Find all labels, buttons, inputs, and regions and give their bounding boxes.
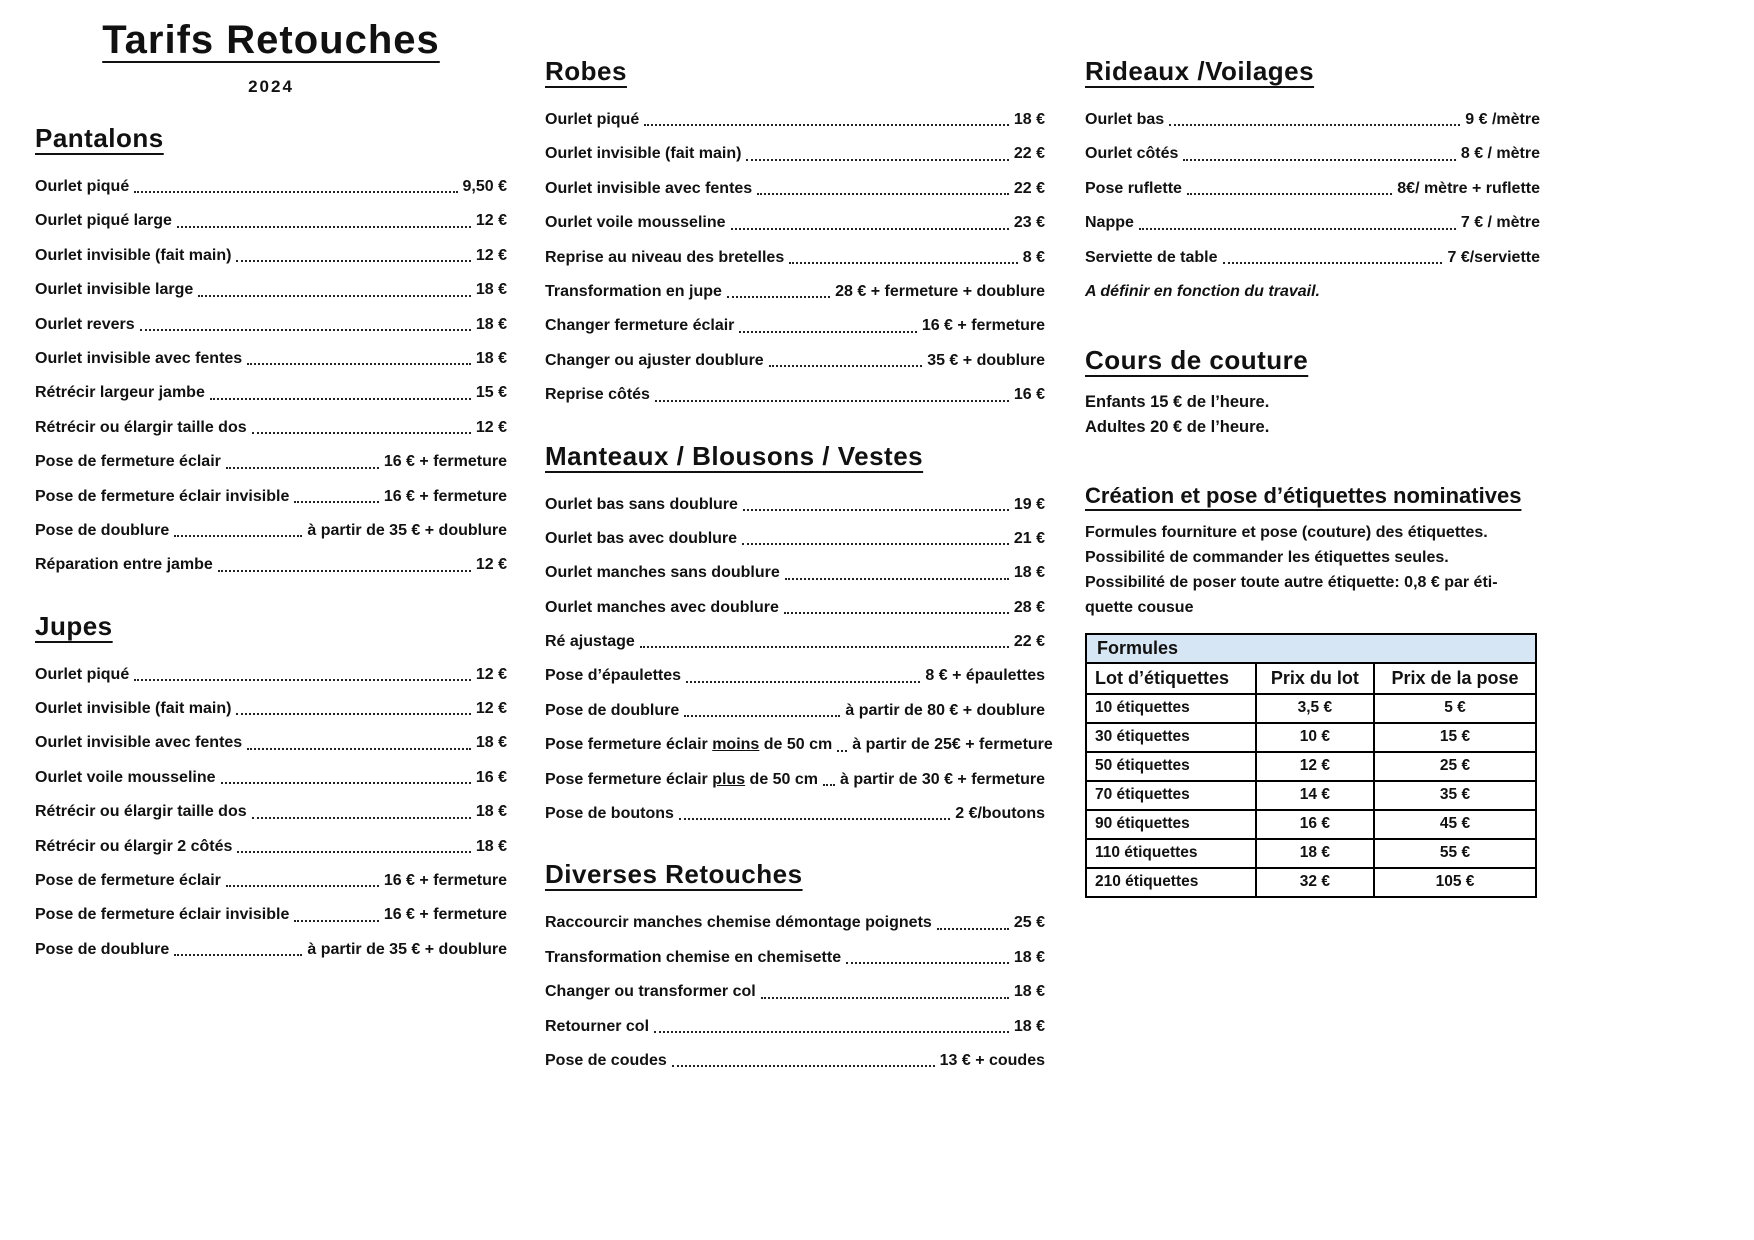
item-label: Pose ruflette — [1085, 179, 1182, 197]
table-cell: 35 € — [1374, 781, 1536, 810]
price-line — [35, 419, 507, 437]
table-row — [1086, 694, 1536, 723]
item-label: Ourlet invisible avec fentes — [35, 734, 243, 752]
dotted-leader — [247, 363, 471, 365]
item-price: 35 € + doublure — [927, 351, 1045, 369]
price-line — [35, 316, 507, 334]
item-label: Rétrécir ou élargir taille dos — [35, 803, 247, 821]
item-price: 22 € — [1013, 145, 1045, 163]
item-price: 18 € — [475, 315, 507, 333]
dotted-leader — [1223, 262, 1443, 264]
table-cell: 105 € — [1374, 868, 1536, 897]
item-label: Raccourcir manches chemise démontage poignets — [545, 914, 932, 932]
item-price: 12 € — [475, 246, 507, 264]
item-label: Ourlet manches sans doublure — [545, 564, 780, 582]
item-label: Pose de fermeture éclair invisible — [35, 487, 290, 505]
item-label: Transformation chemise en chemisette — [545, 948, 842, 966]
price-line — [545, 352, 1045, 370]
column-header: Lot d’étiquettes — [1086, 663, 1256, 694]
price-line — [545, 283, 1045, 301]
item-price: 8 € + épaulettes — [925, 667, 1045, 685]
rideaux-note: A définir en fonction du travail. — [1085, 282, 1320, 300]
dotted-leader — [743, 509, 1009, 511]
dotted-leader — [837, 750, 847, 752]
dotted-leader — [644, 124, 1009, 126]
jupes-price-list — [35, 666, 507, 960]
price-line — [35, 803, 507, 821]
dotted-leader — [739, 331, 916, 333]
item-price: 7 € / mètre — [1460, 214, 1540, 232]
item-label: Transformation en jupe — [545, 282, 722, 300]
item-label: Reprise au niveau des bretelles — [545, 248, 785, 266]
item-price: 18 € — [475, 734, 507, 752]
item-price: 15 € — [475, 384, 507, 402]
column-middle — [545, 56, 1053, 1086]
item-label: Pose fermeture éclair moins de 50 cm — [545, 736, 833, 754]
table-header-row — [1086, 663, 1536, 694]
dotted-leader — [247, 748, 471, 750]
item-label: Pose de doublure — [545, 701, 680, 719]
section-heading-diverses: Diverses Retouches — [545, 859, 803, 890]
table-cell: 10 étiquettes — [1086, 694, 1256, 723]
item-price: 22 € — [1013, 179, 1045, 197]
dotted-leader — [1187, 193, 1392, 195]
price-line — [545, 145, 1045, 163]
item-label: Ourlet côtés — [1085, 145, 1179, 163]
dotted-leader — [823, 784, 835, 786]
section-heading-jupes: Jupes — [35, 610, 113, 641]
item-price: à partir de 35 € + doublure — [307, 940, 507, 958]
item-label: Changer ou ajuster doublure — [545, 351, 764, 369]
price-line — [35, 906, 507, 924]
dotted-leader — [174, 535, 302, 537]
dotted-leader — [252, 432, 471, 434]
price-line — [545, 914, 1045, 932]
table-cell: 110 étiquettes — [1086, 839, 1256, 868]
item-price: 18 € — [1013, 948, 1045, 966]
price-line — [1085, 214, 1540, 232]
price-line — [545, 249, 1045, 267]
section-heading-pantalons: Pantalons — [35, 123, 164, 153]
price-line — [545, 530, 1045, 548]
item-label: Ourlet invisible avec fentes — [545, 179, 753, 197]
column-left — [35, 18, 507, 975]
table-cell: 50 étiquettes — [1086, 752, 1256, 781]
item-label: Pose de fermeture éclair — [35, 872, 221, 890]
text-line: quette cousue — [1085, 598, 1194, 616]
table-row — [1086, 752, 1536, 781]
price-line — [35, 734, 507, 752]
price-line — [545, 633, 1045, 651]
table-cell: 30 étiquettes — [1086, 723, 1256, 752]
item-price: 18 € — [475, 281, 507, 299]
text-line: Formules fourniture et pose (couture) des étiquettes. — [1085, 524, 1488, 542]
item-label: Ourlet revers — [35, 315, 135, 333]
section-heading-etiquettes: Création et pose d’étiquettes nominatives — [1085, 483, 1522, 509]
diverses-price-list — [545, 914, 1045, 1070]
item-price: 12 € — [475, 418, 507, 436]
table-cell: 3,5 € — [1256, 694, 1374, 723]
dotted-leader — [684, 715, 840, 717]
section-diverses — [545, 859, 1045, 1070]
column-header: Prix du lot — [1256, 663, 1374, 694]
section-jupes — [35, 611, 507, 960]
dotted-leader — [174, 954, 302, 956]
dotted-leader — [769, 365, 923, 367]
dotted-leader — [757, 193, 1009, 195]
table-cell: 45 € — [1374, 810, 1536, 839]
price-line — [545, 496, 1045, 514]
table-cell: 90 étiquettes — [1086, 810, 1256, 839]
table-title: Formules — [1086, 634, 1536, 663]
price-line — [35, 488, 507, 506]
item-label: Changer fermeture éclair — [545, 317, 735, 335]
item-price: 18 € — [1013, 983, 1045, 1001]
item-price: 19 € — [1013, 495, 1045, 513]
price-line — [35, 178, 507, 196]
item-label: Pose de coudes — [545, 1051, 667, 1069]
robes-price-list — [545, 111, 1045, 405]
item-price: 16 € + fermeture — [383, 906, 507, 924]
price-line — [35, 247, 507, 265]
dotted-leader — [655, 400, 1009, 402]
price-line — [35, 941, 507, 959]
price-line — [35, 384, 507, 402]
dotted-leader — [742, 543, 1009, 545]
item-price: 23 € — [1013, 214, 1045, 232]
item-label: Ré ajustage — [545, 633, 635, 651]
item-label: Pose d’épaulettes — [545, 667, 682, 685]
price-line — [35, 350, 507, 368]
item-price: à partir de 35 € + doublure — [307, 521, 507, 539]
price-line — [545, 805, 1045, 823]
item-label: Ourlet invisible (fait main) — [545, 145, 742, 163]
item-price: à partir de 30 € + fermeture — [840, 770, 1045, 788]
page-title: Tarifs Retouches — [102, 18, 440, 62]
item-price: 16 € + fermeture — [383, 487, 507, 505]
item-label: Ourlet invisible (fait main) — [35, 700, 232, 718]
etiquettes-description — [1085, 521, 1540, 620]
price-line — [545, 949, 1045, 967]
text-line: Possibilité de commander les étiquettes seules. — [1085, 549, 1449, 567]
dotted-leader — [226, 467, 379, 469]
item-price: 28 € + fermeture + doublure — [835, 282, 1045, 300]
item-price: 18 € — [475, 837, 507, 855]
item-label: Ourlet voile mousseline — [35, 768, 216, 786]
item-label: Pose de fermeture éclair — [35, 453, 221, 471]
price-line — [545, 771, 1045, 789]
price-line — [1085, 249, 1540, 267]
table-cell: 14 € — [1256, 781, 1374, 810]
dotted-leader — [1169, 124, 1460, 126]
item-label: Ourlet invisible avec fentes — [35, 349, 243, 367]
item-price: 8 € — [1022, 248, 1045, 266]
text-line: Enfants 15 € de l’heure. — [1085, 392, 1270, 411]
item-label: Ourlet bas avec doublure — [545, 529, 738, 547]
item-label: Serviette de table — [1085, 248, 1218, 266]
price-line — [35, 522, 507, 540]
item-label: Pose de fermeture éclair invisible — [35, 906, 290, 924]
price-line — [545, 1018, 1045, 1036]
section-heading-robes: Robes — [545, 56, 627, 86]
item-label: Ourlet bas — [1085, 111, 1165, 128]
formules-table — [1085, 633, 1537, 898]
item-price: 12 € — [475, 212, 507, 230]
item-label: Nappe — [1085, 214, 1134, 232]
item-label: Ourlet piqué — [35, 178, 130, 195]
table-cell: 10 € — [1256, 723, 1374, 752]
dotted-leader — [761, 997, 1009, 999]
price-line — [545, 386, 1045, 404]
item-price: 25 € — [1013, 914, 1045, 932]
dotted-leader — [198, 295, 471, 297]
section-cours — [1085, 345, 1540, 440]
price-line — [545, 599, 1045, 617]
price-line — [1085, 145, 1540, 163]
item-price: 18 € — [1013, 111, 1045, 128]
price-line — [545, 564, 1045, 582]
dotted-leader — [1183, 159, 1455, 161]
dotted-leader — [140, 329, 471, 331]
item-price: 16 € + fermeture — [383, 453, 507, 471]
item-label: Ourlet piqué large — [35, 212, 172, 230]
dotted-leader — [252, 817, 471, 819]
dotted-leader — [294, 920, 378, 922]
table-cell: 18 € — [1256, 839, 1374, 868]
dotted-leader — [654, 1031, 1009, 1033]
section-heading-cours: Cours de couture — [1085, 344, 1309, 375]
column-right — [1085, 56, 1540, 898]
dotted-leader — [672, 1065, 935, 1067]
item-price: 18 € — [475, 803, 507, 821]
item-price: 16 € + fermeture — [383, 872, 507, 890]
dotted-leader — [784, 612, 1009, 614]
dotted-leader — [218, 570, 471, 572]
item-label: Ourlet piqué — [35, 665, 130, 683]
dotted-leader — [236, 713, 470, 715]
item-price: 13 € + coudes — [939, 1051, 1045, 1069]
dotted-leader — [236, 260, 470, 262]
item-price: 12 € — [475, 700, 507, 718]
dotted-leader — [731, 228, 1009, 230]
item-label: Pose de doublure — [35, 940, 170, 958]
table-cell: 5 € — [1374, 694, 1536, 723]
table-row — [1086, 839, 1536, 868]
price-line — [35, 872, 507, 890]
dotted-leader — [640, 646, 1009, 648]
table-cell: 16 € — [1256, 810, 1374, 839]
dotted-leader — [134, 191, 457, 193]
table-cell: 70 étiquettes — [1086, 781, 1256, 810]
dotted-leader — [1139, 228, 1456, 230]
item-label: Rétrécir ou élargir taille dos — [35, 418, 247, 436]
text-line: Possibilité de poser toute autre étiquette: 0,8 € par éti- — [1085, 574, 1498, 592]
table-title-row — [1086, 634, 1536, 663]
item-price: 16 € — [475, 768, 507, 786]
item-price: 7 €/serviette — [1447, 248, 1540, 266]
year-label: 2024 — [248, 77, 294, 96]
item-label: Ourlet manches avec doublure — [545, 598, 779, 616]
dotted-leader — [846, 962, 1009, 964]
item-price: 8 € / mètre — [1460, 145, 1540, 163]
item-label: Réparation entre jambe — [35, 556, 213, 574]
item-label: Ourlet piqué — [545, 111, 640, 128]
rideaux-price-list — [1085, 111, 1540, 267]
price-line — [545, 702, 1045, 720]
item-price: 16 € + fermeture — [921, 317, 1045, 335]
item-label: Pose de boutons — [545, 805, 674, 823]
dotted-leader — [177, 226, 471, 228]
table-cell: 15 € — [1374, 723, 1536, 752]
pantalons-price-list — [35, 178, 507, 575]
price-line — [545, 214, 1045, 232]
table-cell: 55 € — [1374, 839, 1536, 868]
dotted-leader — [727, 296, 830, 298]
table-cell: 210 étiquettes — [1086, 868, 1256, 897]
price-line — [545, 736, 1053, 754]
item-label: Rétrécir ou élargir 2 côtés — [35, 837, 233, 855]
item-price: 12 € — [475, 665, 507, 683]
item-price: 22 € — [1013, 633, 1045, 651]
section-robes — [545, 56, 1045, 405]
dotted-leader — [686, 681, 920, 683]
manteaux-price-list — [545, 495, 1053, 824]
dotted-leader — [679, 818, 950, 820]
section-heading-manteaux: Manteaux / Blousons / Vestes — [545, 440, 924, 471]
section-heading-rideaux: Rideaux /Voilages — [1085, 56, 1315, 86]
item-label: Ourlet invisible (fait main) — [35, 246, 232, 264]
dotted-leader — [134, 679, 471, 681]
item-label: Ourlet invisible large — [35, 281, 194, 299]
item-price: 16 € — [1013, 386, 1045, 404]
dotted-leader — [789, 262, 1018, 264]
item-price: à partir de 25€ + fermeture — [852, 736, 1053, 754]
dotted-leader — [785, 578, 1009, 580]
table-row — [1086, 868, 1536, 897]
dotted-leader — [294, 501, 378, 503]
price-line — [1085, 180, 1540, 198]
item-label: Reprise côtés — [545, 386, 650, 404]
price-line — [35, 556, 507, 574]
section-etiquettes — [1085, 483, 1540, 897]
table-cell: 25 € — [1374, 752, 1536, 781]
price-line — [35, 838, 507, 856]
section-pantalons — [35, 123, 507, 575]
dotted-leader — [210, 398, 471, 400]
item-price: 2 €/boutons — [955, 805, 1045, 823]
price-line — [35, 453, 507, 471]
table-row — [1086, 723, 1536, 752]
dotted-leader — [746, 159, 1008, 161]
column-header: Prix de la pose — [1374, 663, 1536, 694]
table-row — [1086, 781, 1536, 810]
price-line — [1085, 111, 1540, 129]
item-label: Ourlet voile mousseline — [545, 214, 726, 232]
item-price: 18 € — [475, 349, 507, 367]
item-price: 18 € — [1013, 564, 1045, 582]
item-label: Retourner col — [545, 1017, 650, 1035]
item-price: 9,50 € — [462, 178, 507, 195]
item-label: Rétrécir largeur jambe — [35, 384, 205, 402]
price-line — [545, 983, 1045, 1001]
item-price: 21 € — [1013, 529, 1045, 547]
item-label: Ourlet bas sans doublure — [545, 495, 738, 513]
price-line — [545, 180, 1045, 198]
price-line — [35, 769, 507, 787]
item-price: 18 € — [1013, 1017, 1045, 1035]
item-label: Pose fermeture éclair plus de 50 cm — [545, 770, 819, 788]
dotted-leader — [237, 851, 470, 853]
item-label: Changer ou transformer col — [545, 983, 756, 1001]
price-line — [35, 212, 507, 230]
table-row — [1086, 810, 1536, 839]
text-line: Adultes 20 € de l’heure. — [1085, 417, 1270, 436]
table-cell: 12 € — [1256, 752, 1374, 781]
item-price: à partir de 80 € + doublure — [845, 701, 1045, 719]
dotted-leader — [937, 928, 1009, 930]
section-rideaux — [1085, 56, 1540, 301]
cours-lines — [1085, 390, 1540, 440]
price-line — [545, 1052, 1045, 1070]
item-price: 12 € — [475, 556, 507, 574]
price-line — [35, 700, 507, 718]
item-label: Pose de doublure — [35, 521, 170, 539]
price-line — [545, 111, 1045, 129]
item-price: 8€/ mètre + ruflette — [1397, 179, 1540, 197]
table-cell: 32 € — [1256, 868, 1374, 897]
price-line — [35, 666, 507, 684]
item-price: 9 € /mètre — [1465, 111, 1540, 128]
section-manteaux — [545, 440, 1053, 824]
price-line — [545, 317, 1045, 335]
dotted-leader — [221, 782, 471, 784]
item-price: 28 € — [1013, 598, 1045, 616]
dotted-leader — [226, 885, 379, 887]
price-line — [35, 281, 507, 299]
price-line — [545, 667, 1045, 685]
